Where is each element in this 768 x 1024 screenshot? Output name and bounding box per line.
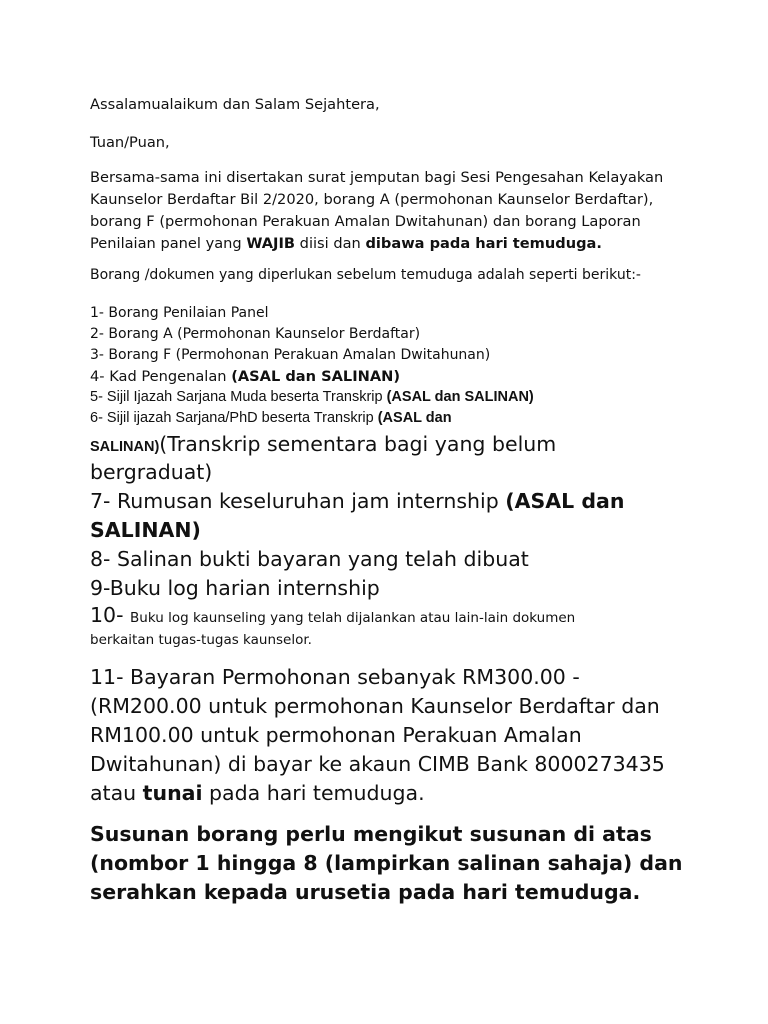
- list-item: 7- Rumusan keseluruhan jam internship (ASAL dan: [90, 489, 625, 513]
- intro-line: Bersama-sama ini disertakan surat jemputan bagi Sesi Pengesahan Kelayakan: [90, 169, 664, 186]
- document-list-top: [90, 303, 490, 387]
- list-item: 3- Borang F (Permohonan Perakuan Amalan Dwitahunan): [90, 347, 491, 363]
- intro-line: borang F (permohonan Perakuan Amalan Dwitahunan) dan borang Laporan: [90, 213, 641, 230]
- list-item: 1- Borang Penilaian Panel: [90, 305, 269, 321]
- greeting: Assalamualaikum dan Salam Sejahtera,: [90, 96, 380, 113]
- list-item-continuation: SALINAN): [90, 518, 201, 542]
- list-item: 2- Borang A (Permohonan Kaunselor Berdaftar): [90, 326, 421, 342]
- emphasis-wajib: WAJIB: [246, 235, 296, 252]
- list-item: 4- Kad Pengenalan (ASAL dan SALINAN): [90, 368, 401, 385]
- emphasis-tunai: tunai: [142, 781, 203, 805]
- item-10: 10- Buku log kaunseling yang telah dijalankan atau lain-lain dokumen berkaitan tugas-tugas kaunselor.: [90, 603, 576, 648]
- intro-line: Penilaian panel yang WAJIB diisi dan dibawa pada hari temuduga.: [90, 235, 602, 252]
- documents-intro: Borang /dokumen yang diperlukan sebelum temuduga adalah seperti berikut:-: [90, 267, 641, 283]
- list-item: 9-Buku log harian internship: [90, 576, 380, 600]
- document-list-mid: [90, 387, 534, 429]
- closing-instruction: Susunan borang perlu mengikut susunan di atas (nombor 1 hingga 8 (lampirkan salinan sahaja) dan serahkan kepada urusetia pada hari temuduga.: [90, 822, 683, 904]
- item-6-continuation: SALINAN)(Transkrip sementara bagi yang belum bergraduat): [90, 432, 557, 484]
- list-item: 5- Sijil Ijazah Sarjana Muda beserta Transkrip (ASAL dan SALINAN): [90, 389, 534, 405]
- salutation: Tuan/Puan,: [90, 134, 170, 151]
- list-item: 6- Sijil ijazah Sarjana/PhD beserta Transkrip (ASAL dan: [90, 410, 452, 426]
- document-list-large: [90, 487, 624, 603]
- emphasis-dibawa: dibawa pada hari temuduga.: [365, 235, 602, 252]
- intro-paragraph: [90, 167, 663, 255]
- item-11-payment: 11- Bayaran Permohonan sebanyak RM300.00 - (RM200.00 untuk permohonan Kaunselor Berdaftar dan RM100.00 untuk permohonan Perakuan Amalan Dwitahunan) di bayar ke akaun CIMB Bank 8000273435 atau tunai pada hari temuduga.: [90, 665, 665, 805]
- list-item: 8- Salinan bukti bayaran yang telah dibuat: [90, 547, 529, 571]
- intro-line: Kaunselor Berdaftar Bil 2/2020, borang A (permohonan Kaunselor Berdaftar),: [90, 191, 654, 208]
